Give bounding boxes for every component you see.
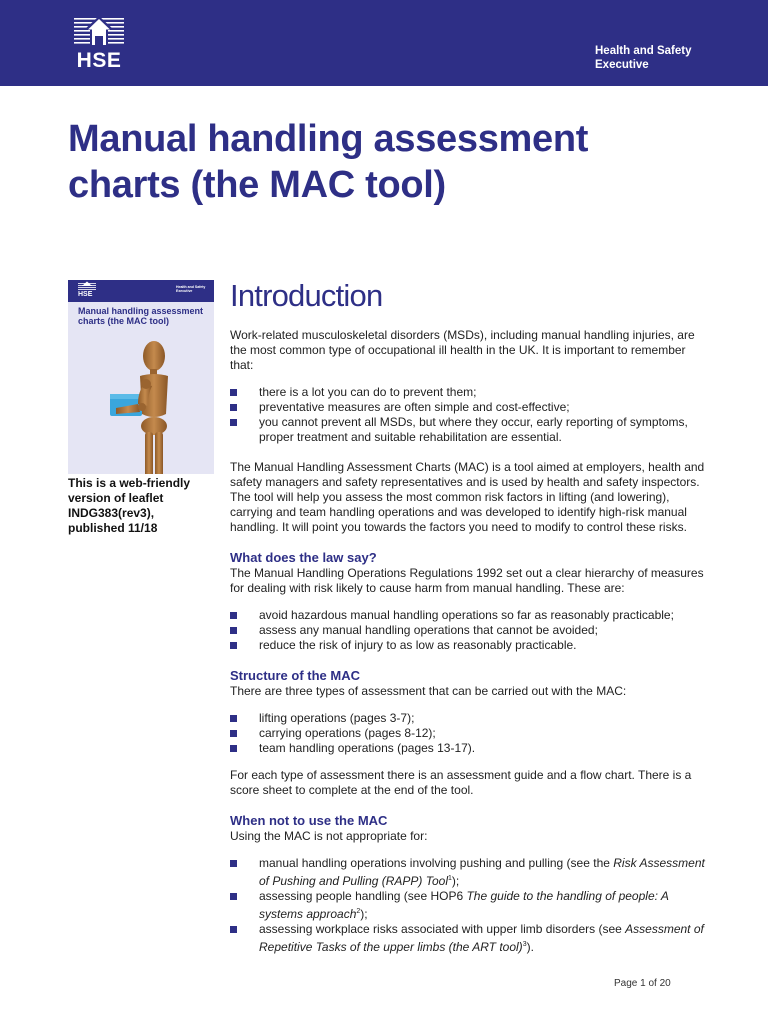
footnote-ref: 3 bbox=[522, 941, 527, 948]
structure-paragraph-2: For each type of assessment there is an assessment guide and a flow chart. There is a score sheet to complete at the end of the tool. bbox=[230, 768, 692, 797]
footnote-ref: 2 bbox=[356, 908, 361, 915]
intro-bullet-list bbox=[230, 385, 710, 445]
main-content bbox=[230, 276, 710, 955]
bullet-text: ); bbox=[360, 907, 368, 921]
list-item: you cannot prevent all MSDs, but where they occur, early reporting of symptoms, proper treatment and suitable rehabilitation are essential. bbox=[230, 415, 710, 445]
org-name: Health and Safety Executive bbox=[595, 45, 692, 71]
list-item bbox=[230, 856, 710, 889]
structure-paragraph: There are three types of assessment that can be carried out with the MAC: bbox=[230, 684, 627, 698]
structure-bullet-list bbox=[230, 711, 710, 756]
cover-org-name: Health and Safety Executive bbox=[176, 285, 206, 293]
leaflet-cover-image bbox=[68, 280, 214, 474]
list-item: carrying operations (pages 8-12); bbox=[230, 726, 710, 741]
header-bar bbox=[0, 0, 768, 86]
rapp-tool-reference: Risk Assessment of Pushing and Pulling (RAPP) Tool bbox=[259, 856, 705, 888]
list-item: there is a lot you can do to prevent them; bbox=[230, 385, 710, 400]
structure-heading: Structure of the MAC bbox=[230, 668, 360, 683]
list-item: lifting operations (pages 3-7); bbox=[230, 711, 710, 726]
list-item: reduce the risk of injury to as low as reasonably practicable. bbox=[230, 638, 710, 653]
not-use-bullet-list bbox=[230, 856, 710, 955]
hse-logo-text: HSE bbox=[76, 49, 122, 72]
hse-logo bbox=[68, 14, 130, 72]
list-item: team handling operations (pages 13-17). bbox=[230, 741, 710, 756]
not-use-heading: When not to use the MAC bbox=[230, 813, 388, 828]
page-number: Page 1 of 20 bbox=[614, 978, 671, 989]
hop6-guide-reference: The guide to the handling of people: A systems approach bbox=[259, 889, 669, 921]
list-item: avoid hazardous manual handling operations so far as reasonably practicable; bbox=[230, 608, 710, 623]
law-paragraph: The Manual Handling Operations Regulations 1992 set out a clear hierarchy of measures for dealing with risk likely to cause harm from manual handling. These are: bbox=[230, 566, 704, 595]
document-title: Manual handling assessment charts (the MAC tool) bbox=[68, 118, 589, 206]
bullet-text: ). bbox=[526, 940, 534, 954]
list-item: preventative measures are often simple and cost-effective; bbox=[230, 400, 710, 415]
list-item bbox=[230, 922, 710, 955]
bullet-text: assessing people handling (see HOP6 bbox=[259, 889, 467, 903]
hse-crest-icon bbox=[68, 14, 130, 52]
law-bullet-list bbox=[230, 608, 710, 653]
not-use-paragraph: Using the MAC is not appropriate for: bbox=[230, 829, 428, 843]
cover-logo-text: HSE bbox=[78, 291, 93, 298]
bullet-text: ); bbox=[451, 874, 460, 888]
law-heading: What does the law say? bbox=[230, 550, 377, 565]
footnote-ref: 1 bbox=[448, 875, 452, 882]
introduction-heading: Introduction bbox=[230, 278, 383, 313]
bullet-text: manual handling operations involving pushing and pulling (see the bbox=[259, 856, 614, 870]
bullet-text: assessing workplace risks associated with upper limb disorders (see bbox=[259, 922, 626, 936]
art-tool-reference: Assessment of Repetitive Tasks of the upper limbs (the ART tool) bbox=[259, 922, 704, 954]
cover-title: Manual handling assessment charts (the MAC tool) bbox=[78, 306, 204, 326]
intro-paragraph-2: The Manual Handling Assessment Charts (MAC) is a tool aimed at employers, health and safety managers and safety representatives and is used by health and safety inspectors. The tool will help you assess the most common risk factors in lifting (and lowering), carrying and team handling operations and was developed to identify high-risk manual handling. It will point you towards the factors you need to modify to control these risks. bbox=[230, 460, 705, 534]
leaflet-caption: This is a web-friendly version of leaflet INDG383(rev3), published 11/18 bbox=[68, 476, 191, 535]
intro-paragraph-1: Work-related musculoskeletal disorders (MSDs), including manual handling injuries, are the most common type of occupational ill health in the UK. It is important to remember that: bbox=[230, 328, 695, 372]
list-item bbox=[230, 889, 710, 922]
list-item: assess any manual handling operations that cannot be avoided; bbox=[230, 623, 710, 638]
wooden-mannequin-illustration bbox=[68, 328, 214, 474]
cover-header-bar bbox=[68, 280, 214, 302]
